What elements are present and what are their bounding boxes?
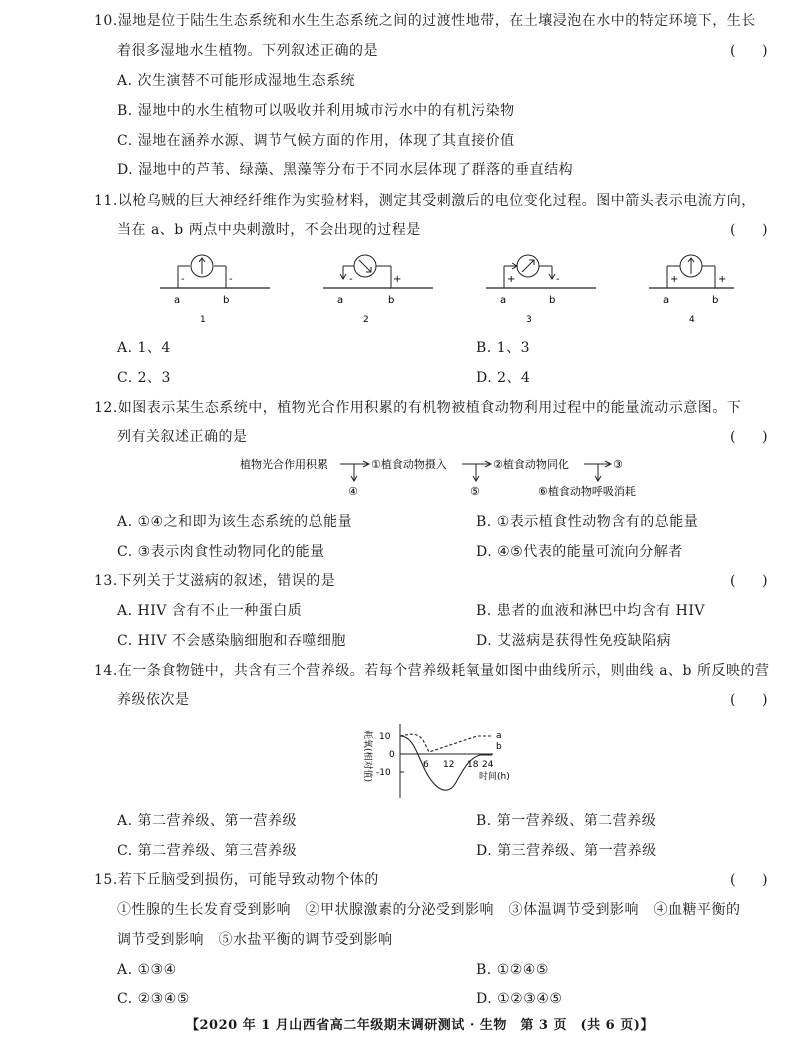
figure-number-2: 2 (363, 315, 369, 325)
q12-stem-line1: 12.如图表示某生态系统中，植物光合作用积累的有机物被植食动物利用过程中的能量流动示意图。下 (94, 400, 742, 416)
q10-stem-line2: 着很多湿地水生植物。下列叙述正确的是 (117, 43, 378, 59)
y-tick-neg10: -10 (376, 768, 391, 778)
q12-option-c: C. ③表示肉食性动物同化的能量 (117, 544, 325, 560)
q15-option-b: B. ①②④⑤ (476, 962, 549, 978)
q10-option-b: B. 湿地中的水生植物可以吸收并利用城市污水中的有机污染物 (117, 103, 515, 119)
q11-answer-blank: ( ) (730, 222, 768, 238)
q11-stem-line1: 11.以枪乌贼的巨大神经纤维作为实验材料，测定其受刺激后的电位变化过程。图中箭头表示电流方向， (94, 193, 756, 209)
point-b-label: b (712, 295, 719, 306)
nerve-diagram-3 (486, 255, 596, 325)
y-tick-10: 10 (379, 732, 391, 742)
q11-nerve-figure (150, 248, 750, 328)
curve-b-label: b (496, 742, 502, 752)
y-tick-0: 0 (389, 750, 395, 760)
point-a-label: a (337, 295, 344, 306)
flow-node-6-respiration: ⑥植食动物呼吸消耗 (538, 485, 636, 498)
q13-option-b: B. 患者的血液和淋巴中均含有 HIV (476, 603, 705, 619)
q10-option-c: C. 湿地在涵养水源、调节气候方面的作用，体现了其直接价值 (117, 133, 515, 149)
q12-stem-line2: 列有关叙述正确的是 (117, 429, 248, 445)
nerve-diagram-1 (160, 255, 270, 325)
q11-option-d: D. 2、4 (476, 370, 531, 386)
q15-option-c: C. ②③④⑤ (117, 991, 190, 1007)
q13-option-d: D. 艾滋病是获得性免疫缺陷病 (476, 633, 672, 649)
q14-option-c: C. 第二营养级、第三营养级 (117, 843, 298, 859)
q15-body-line1: ①性腺的生长发育受到影响 ②甲状腺激素的分泌受到影响 ③体温调节受到影响 ④血糖平衡的 (117, 902, 741, 918)
q15-option-d: D. ①②③④⑤ (476, 991, 563, 1007)
sign-plus: + (507, 274, 516, 285)
q14-option-b: B. 第一营养级、第二营养级 (476, 813, 657, 829)
q15-body-line2: 调节受到影响 ⑤水盐平衡的调节受到影响 (117, 932, 393, 948)
point-a-label: a (174, 295, 181, 306)
q14-answer-blank: ( ) (730, 692, 768, 708)
q13-option-c: C. HIV 不会感染脑细胞和吞噬细胞 (117, 633, 346, 649)
x-tick-18: 18 (467, 760, 479, 770)
flow-node-4: ④ (348, 485, 358, 498)
sign-plus: + (718, 274, 727, 285)
point-b-label: b (223, 295, 230, 306)
curve-a (400, 734, 492, 752)
curve-a-label: a (496, 731, 502, 741)
q15-answer-blank: ( ) (730, 872, 768, 888)
figure-number-3: 3 (526, 315, 532, 325)
q13-stem: 13.下列关于艾滋病的叙述，错误的是 (94, 573, 336, 589)
q14-oxygen-figure (355, 718, 525, 804)
q12-option-d: D. ④⑤代表的能量可流向分解者 (476, 544, 683, 560)
flow-node-1-ingestion: ①植食动物摄入 (371, 458, 447, 471)
q11-option-b: B. 1、3 (476, 340, 531, 356)
page-footer: 【2020 年 1 月山西省高二年级期末调研测试 · 生物 第 3 页 (共 6 页)】 (186, 1018, 654, 1033)
q10-stem-line1: 10.湿地是位于陆生生态系统和水生生态系统之间的过渡性地带，在土壤浸泡在水中的特定环境下，生长 (94, 13, 756, 29)
q10-answer-blank: ( ) (730, 43, 768, 59)
q11-option-a: A. 1、4 (117, 340, 171, 356)
q11-option-c: C. 2、3 (117, 370, 171, 386)
q12-option-b: B. ①表示植食性动物含有的总能量 (476, 514, 699, 530)
point-b-label: b (549, 295, 556, 306)
sign-plus: + (393, 274, 402, 285)
sign-minus: - (349, 274, 353, 285)
q12-answer-blank: ( ) (730, 429, 768, 445)
figure-number-1: 1 (200, 315, 206, 325)
sign-plus: + (670, 274, 679, 285)
x-tick-6: 6 (423, 760, 429, 770)
flow-node-photosynthesis: 植物光合作用积累 (240, 458, 328, 471)
q12-energy-flow-figure (236, 454, 656, 502)
figure-number-4: 4 (689, 315, 695, 325)
q12-option-a: A. ①④之和即为该生态系统的总能量 (117, 514, 353, 530)
sign-minus: - (556, 274, 560, 285)
q14-stem-line2: 养级依次是 (117, 692, 190, 708)
q14-option-d: D. 第三营养级、第一营养级 (476, 843, 657, 859)
flow-node-2-assimilation: ②植食动物同化 (493, 458, 569, 471)
nerve-diagram-2 (323, 255, 433, 325)
point-b-label: b (388, 295, 395, 306)
sign-minus: - (181, 274, 185, 285)
q13-option-a: A. HIV 含有不止一种蛋白质 (117, 603, 303, 619)
point-a-label: a (663, 295, 670, 306)
q10-option-d: D. 湿地中的芦苇、绿藻、黑藻等分布于不同水层体现了群落的垂直结构 (117, 162, 574, 178)
x-tick-12: 12 (443, 760, 455, 770)
q14-option-a: A. 第二营养级、第一营养级 (117, 813, 298, 829)
x-axis-label: 时间(h) (479, 772, 510, 782)
y-axis-label: 耗氧(相对值) (362, 730, 372, 783)
q13-answer-blank: ( ) (730, 573, 768, 589)
point-a-label: a (500, 295, 507, 306)
nerve-diagram-4 (649, 255, 734, 325)
q10-option-a: A. 次生演替不可能形成湿地生态系统 (117, 73, 356, 89)
q11-stem-line2: 当在 a、b 两点中央刺激时，不会出现的过程是 (117, 222, 421, 238)
q15-stem: 15.若下丘脑受到损伤，可能导致动物个体的 (94, 872, 379, 888)
q15-option-a: A. ①③④ (117, 962, 177, 978)
x-tick-24: 24 (482, 760, 494, 770)
flow-node-3: ③ (613, 458, 623, 471)
q14-stem-line1: 14.在一条食物链中，共含有三个营养级。若每个营养级耗氧量如图中曲线所示，则曲线 a、b 所反映的营 (94, 663, 770, 679)
flow-node-5: ⑤ (470, 485, 480, 498)
sign-minus: - (229, 274, 233, 285)
